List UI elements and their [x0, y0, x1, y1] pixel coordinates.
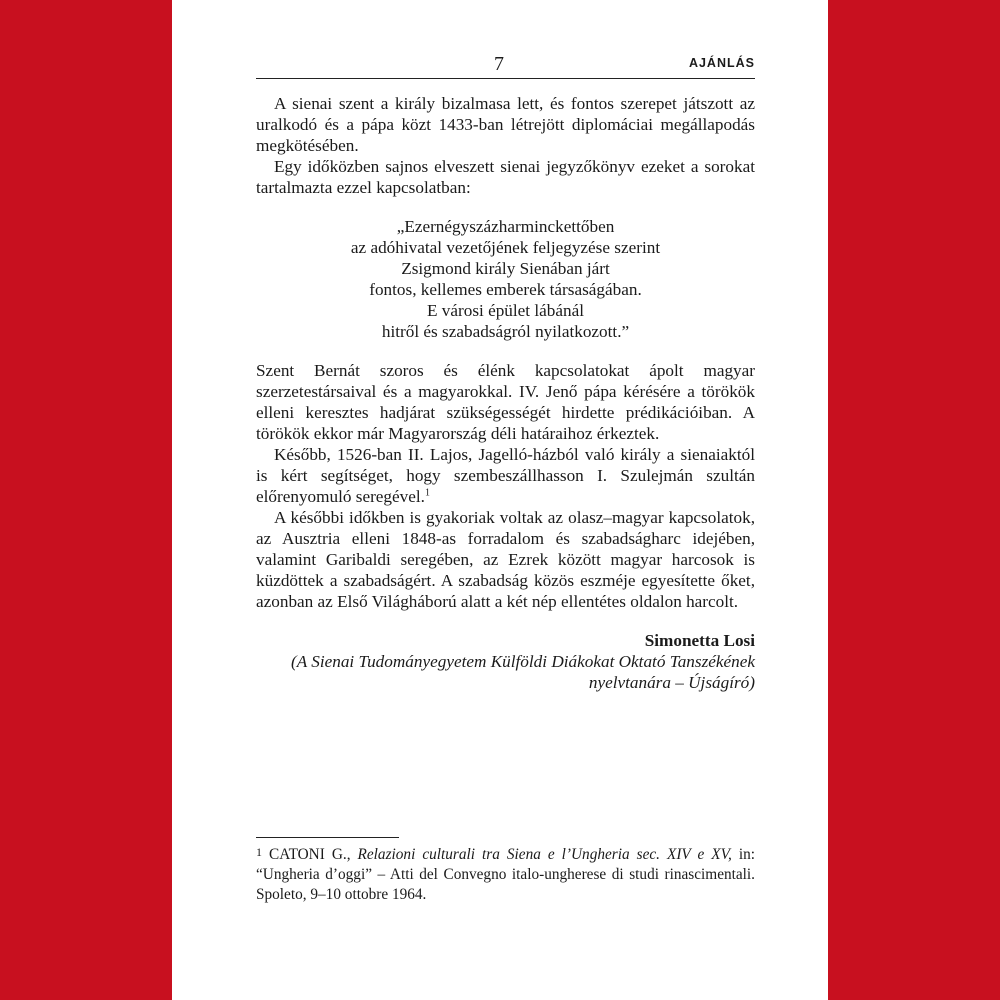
footnote-divider — [256, 837, 399, 838]
paragraph-4-text: Később, 1526-ban II. Lajos, Jagelló-házból való király a sienaiaktól is kért segítséget, hogy szembeszállhasson I. Szulejmán szultán előrenyomuló seregével. — [256, 445, 755, 506]
footnote — [256, 842, 755, 905]
quote-line: az adóhivatal vezetőjének feljegyzése szerint — [350, 238, 661, 257]
paragraph-2: Egy időközben sajnos elveszett sienai jegyzőkönyv ezeket a sorokat tartalmazta ezzel kapcsolatban: — [256, 157, 755, 197]
footnote-author: CATONI G., — [269, 846, 351, 863]
author-affiliation-line-2: nyelvtanára – Újságíró) — [588, 673, 755, 692]
footnote-mark: 1 — [256, 845, 262, 859]
footnote-source: in: “Ungheria d’oggi” – Atti del Convegno italo-ungherese di studi rinascimentali. Spoleto, 9–10 ottobre 1964. — [256, 846, 756, 903]
quote-line: fontos, kellemes emberek társaságában. — [369, 280, 642, 299]
signature-block — [256, 630, 755, 693]
author-affiliation-line-1: (A Sienai Tudományegyetem Külföldi Diákokat Oktató Tanszékének — [291, 652, 755, 671]
running-head: AJÁNLÁS — [688, 56, 755, 70]
book-page — [172, 0, 828, 1000]
page-header — [256, 54, 755, 79]
footnote-title: Relazioni culturali tra Siena e l’Ungheria sec. XIV e XV, — [357, 846, 732, 863]
paragraph-1: A sienai szent a király bizalmasa lett, és fontos szerepet játszott az uralkodó és a pápa közt 1433-ban létrejött diplomáciai megállapodás megkötésében. — [256, 94, 755, 155]
quote-line: Zsigmond király Sienában járt — [401, 259, 610, 278]
page-body — [256, 93, 755, 693]
author-name: Simonetta Losi — [644, 631, 755, 650]
quote-line: „Ezernégyszázharminckettőben — [396, 217, 615, 236]
quote-line: E városi épület lábánál — [426, 301, 584, 320]
page-number: 7 — [494, 53, 504, 75]
footnote-reference[interactable]: 1 — [424, 487, 430, 499]
paragraph-4 — [256, 444, 755, 507]
paragraph-5: A későbbi időkben is gyakoriak voltak az olasz–magyar kapcsolatok, az Ausztria elleni 1848-as forradalom és szabadságharc idejében, valamint Garibaldi seregében, az Ezrek között magyar harcosok is küzdöttek a szabadságért. A szabadság közös eszméje egyesítette őket, azonban az Első Világháború alatt a két nép ellentétes oldalon harcolt. — [256, 508, 755, 611]
paragraph-3: Szent Bernát szoros és élénk kapcsolatokat ápolt magyar szerzetestársaival és a magyarokkal. IV. Jenő pápa kérésére a törökök elleni keresztes hadjárat szükségességét hirdette prédikációiban. A törökök ekkor már Magyarország déli határaihoz érkeztek. — [256, 361, 755, 443]
poem-quote — [256, 216, 755, 342]
quote-line: hitről és szabadságról nyilatkozott.” — [381, 322, 630, 341]
